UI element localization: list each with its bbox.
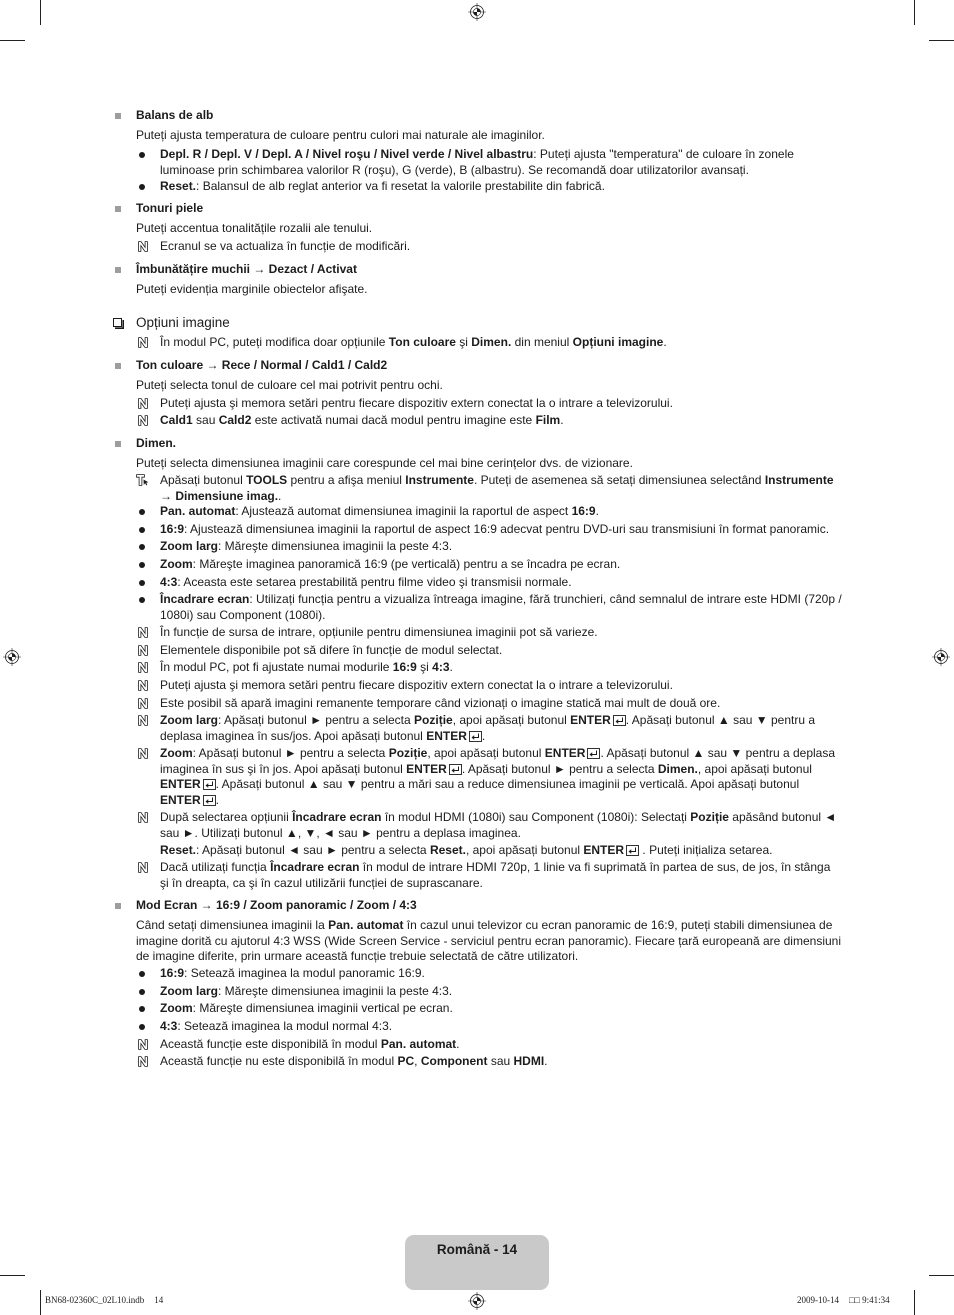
screen-mode-note — [160, 1054, 842, 1070]
bold-text-run: Zoom larg — [160, 984, 219, 998]
item-text — [160, 522, 829, 536]
note-text — [160, 746, 835, 807]
text-run: Această funcție nu este disponibilă în modul — [160, 1054, 398, 1068]
text-run: : Apăsați butonul ► pentru a selecta — [192, 746, 389, 760]
skin-tone-description — [136, 221, 842, 237]
description-text — [136, 282, 367, 296]
text-run: : Măreşte dimensiunea imaginii la peste 4:3. — [218, 539, 453, 553]
text-run: , — [414, 1054, 421, 1068]
text-run: : Măreşte dimensiunea imaginii vertical pe ecran. — [192, 1001, 453, 1015]
picture-options-title — [136, 315, 842, 331]
text-run: . Apăsați butonul ▲ sau ▼ pentru a mări sau a reduce dimensiunea imaginii pe verticală. Apoi apăsați butonul — [215, 777, 800, 791]
bold-text-run: Balans de alb — [136, 108, 214, 122]
note-icon — [138, 627, 148, 638]
heading-text — [136, 898, 417, 912]
bold-text-run: 4:3 — [160, 1019, 178, 1033]
picture-size-note — [160, 643, 842, 659]
heading-text — [136, 201, 203, 215]
bold-text-run: Reset. — [429, 843, 466, 857]
text-run: : Balansul de alb reglat anterior va fi resetat la valorile prestabilite din fabrică. — [196, 179, 605, 193]
skin-tone-note — [160, 239, 842, 255]
text-run: Puteți evidenția marginile obiectelor afişate. — [136, 282, 368, 296]
bold-text-run: Cald1 — [160, 413, 193, 427]
picture-size-item — [160, 522, 842, 538]
text-run: , apoi apăsați butonul — [427, 746, 545, 760]
bold-text-run: Dimen. — [471, 335, 512, 349]
text-run: . — [481, 728, 486, 743]
bold-text-run: Îmbunătățire muchii → Dezact / Activat — [136, 262, 357, 276]
note-icon — [138, 337, 148, 348]
bold-text-run: Pan. automat — [160, 504, 236, 518]
bold-text-run: ENTER — [160, 777, 201, 791]
note-text — [160, 1054, 548, 1068]
picture-size-item — [160, 592, 842, 623]
text-run: Puteți ajusta şi memora setări pentru fiecare dispozitiv extern conectat la o intrare a televizorului. — [160, 678, 673, 692]
text-run: Puteți selecta dimensiunea imaginii care corespunde cel mai bine cerințelor dvs. de vizionare. — [136, 456, 633, 470]
picture-size-description — [136, 456, 842, 472]
text-run: : Setează imaginea la modul panoramic 16:9. — [184, 966, 425, 980]
round-bullet-icon — [139, 527, 145, 533]
bold-text-run: Poziție — [388, 746, 428, 760]
bold-text-run: Cald2 — [218, 413, 252, 427]
text-run: . Puteți inițializa setarea. — [639, 843, 773, 857]
crop-mark — [0, 40, 25, 41]
description-text — [136, 221, 372, 235]
item-text — [160, 1019, 392, 1033]
white-balance-item-reset — [160, 179, 842, 195]
text-run: În modul PC, puteți modifica doar opțiunile — [160, 335, 389, 349]
print-time: 9:41:34 — [862, 1295, 890, 1305]
note-text — [160, 696, 720, 710]
text-run: , apoi apăsați butonul — [465, 843, 584, 857]
print-date: 2009-10-14 — [797, 1295, 839, 1305]
square-bullet-icon — [115, 113, 121, 119]
round-bullet-icon — [139, 544, 145, 550]
print-footer-timestamp — [797, 1295, 890, 1306]
picture-size-note — [160, 678, 842, 694]
bold-text-run: Dimen. — [136, 436, 177, 450]
heading-text — [136, 262, 357, 276]
picture-size-tools-tip — [160, 473, 842, 504]
bold-text-run: Zoom — [160, 1001, 193, 1015]
bold-text-run: 16:9 — [392, 660, 417, 674]
item-text — [160, 179, 605, 193]
item-text — [160, 539, 452, 553]
screen-mode-note — [160, 1037, 842, 1053]
text-run: din meniul — [511, 335, 573, 349]
color-tone-note — [160, 396, 842, 412]
text-run: Puteți accentua tonalitățile rozalii ale tenului. — [136, 221, 373, 235]
section-title-text: Opțiuni imagine — [136, 315, 230, 330]
enter-icon — [613, 715, 626, 726]
note-text — [160, 625, 598, 639]
square-bullet-icon — [115, 903, 121, 909]
bold-text-run: 16:9 — [160, 966, 185, 980]
tools-icon — [136, 474, 149, 486]
item-text — [160, 984, 452, 998]
registration-mark-icon — [468, 1292, 486, 1310]
picture-size-note — [160, 625, 842, 641]
note-icon — [138, 645, 148, 656]
text-run: : Utilizați funcția pentru a vizualiza întreaga imagine, fără trunchieri, când semnalul de intrare este HDMI (720p / 1080i) sau Component (1080i). — [160, 592, 842, 622]
crop-mark — [929, 1275, 954, 1276]
enter-icon — [449, 764, 462, 775]
picture-size-item — [160, 539, 842, 555]
text-run: . — [595, 504, 599, 518]
text-run: : Măreşte dimensiunea imaginii la peste 4:3. — [218, 984, 453, 998]
bold-text-run: ENTER — [544, 746, 586, 760]
text-run: După selectarea opțiunii — [160, 810, 293, 824]
bold-text-run: Zoom — [160, 746, 193, 760]
color-tone-note — [160, 413, 842, 429]
print-footer-file — [45, 1295, 163, 1306]
round-bullet-icon — [139, 580, 145, 586]
heading-text — [136, 108, 213, 122]
enter-icon — [469, 731, 482, 742]
bold-text-run: Tonuri piele — [136, 201, 204, 215]
item-text — [160, 504, 599, 518]
text-run: este activată numai dacă modul pentru imagine este — [251, 413, 536, 427]
text-run: În funcție de sursa de intrare, opțiunile pentru dimensiunea imaginii pot să varieze. — [160, 625, 598, 639]
note-icon — [138, 1056, 148, 1067]
page-number-tab — [405, 1235, 549, 1290]
text-run: : Puteți ajusta "temperatura" de culoare în zonele luminoase prin schimbarea valorilor R (roşu), G (verde), B (albastru). Se recomandă doar utilizatorilor avansați. — [160, 147, 794, 177]
text-run: : Setează imaginea la modul normal 4:3. — [177, 1019, 393, 1033]
round-bullet-icon — [139, 971, 145, 977]
crop-mark — [914, 0, 915, 25]
item-text — [160, 575, 572, 589]
text-run: apăsând butonul ◄ sau ►. Utilizați butonul ▲, ▼, ◄ sau ► pentru a deplasa imaginea. — [160, 810, 837, 840]
registration-mark-icon — [468, 3, 486, 21]
square-bullet-icon — [115, 267, 121, 273]
text-run: pentru a afişa meniul — [287, 473, 406, 487]
note-text — [160, 843, 772, 857]
text-run: în modul de intrare HDMI 720p, 1 linie va fi suprimată în partea de sus, de jos, în stânga şi în dreapta, ca şi în cazul utilizării funcției de suprascanare. — [160, 860, 831, 890]
round-bullet-icon — [139, 989, 145, 995]
text-run: Ecranul se va actualiza în funcție de modificări. — [160, 239, 411, 253]
text-run: . — [544, 1054, 548, 1068]
crop-mark — [929, 40, 954, 41]
bold-text-run: Încadrare ecran — [270, 860, 360, 874]
bold-text-run: PC — [397, 1054, 415, 1068]
note-text — [160, 1037, 460, 1051]
text-run: Este posibil să apară imagini remanente temporare când vizionați o imagine statică mai mult de două ore. — [160, 696, 721, 710]
note-text — [160, 713, 815, 743]
note-icon — [138, 662, 148, 673]
bold-text-run: Film — [535, 413, 561, 427]
picture-size-heading — [136, 436, 842, 452]
bold-text-run: HDMI — [513, 1054, 545, 1068]
picture-size-item — [160, 575, 842, 591]
bold-text-run: Poziție — [690, 810, 729, 824]
note-icon — [138, 748, 148, 759]
bold-text-run: Mod Ecran → 16:9 / Zoom panoramic / Zoom / 4:3 — [136, 898, 417, 912]
heading-text — [136, 436, 176, 450]
heading-text — [136, 358, 387, 372]
note-text — [160, 660, 453, 674]
item-text — [160, 1001, 453, 1015]
picture-options-note — [160, 335, 842, 351]
description-text — [136, 456, 633, 470]
registration-mark-icon — [3, 648, 21, 666]
text-run: sau — [487, 1054, 514, 1068]
crop-mark — [40, 1290, 41, 1315]
item-text — [160, 557, 620, 571]
text-run: : Măreşte imaginea panoramică 16:9 (pe verticală) pentru a se încadra pe ecran. — [192, 557, 621, 571]
note-text — [160, 396, 673, 410]
bold-text-run: Ton culoare → Rece / Normal / Cald1 / Cald2 — [136, 358, 388, 372]
text-run: : Apăsați butonul ◄ sau ► pentru a selecta — [196, 843, 430, 857]
file-page: 14 — [154, 1295, 164, 1305]
bold-text-run: 4:3 — [160, 575, 178, 589]
text-run: Dacă utilizați funcția — [160, 860, 271, 874]
note-text — [160, 643, 502, 657]
note-text — [160, 860, 830, 890]
page-label: Română - 14 — [436, 1242, 518, 1257]
enter-icon — [203, 795, 216, 806]
text-run: . Apăsați butonul ► pentru a selecta — [461, 761, 658, 776]
text-run: În modul PC, pot fi ajustate numai modurile — [160, 660, 393, 674]
note-text — [160, 335, 667, 349]
crop-mark — [40, 0, 41, 25]
text-run: Puteți ajusta temperatura de culoare pentru culori mai naturale ale imaginilor. — [136, 128, 545, 142]
bold-text-run: ENTER — [160, 792, 201, 807]
picture-size-note — [160, 696, 842, 712]
text-run: Elementele disponibile pot să difere în funcție de modul selectat. — [160, 643, 503, 657]
description-text — [136, 378, 443, 392]
picture-size-item — [160, 504, 842, 520]
file-name: BN68-02360C_02L10.indb — [45, 1295, 145, 1305]
white-balance-item-rgb — [160, 147, 842, 178]
item-text — [160, 592, 842, 622]
round-bullet-icon — [139, 184, 145, 190]
bold-text-run: Poziție — [414, 713, 453, 727]
bold-text-run: Pan. automat — [328, 918, 404, 932]
screen-mode-item — [160, 1019, 842, 1035]
text-run: . — [278, 488, 282, 503]
text-run: . — [215, 792, 220, 807]
round-bullet-icon — [139, 152, 145, 158]
round-bullet-icon — [139, 1024, 145, 1030]
picture-size-fit-reset — [160, 843, 842, 859]
text-run: sau — [192, 413, 219, 427]
note-icon — [138, 680, 148, 691]
text-run: . — [560, 413, 564, 427]
enter-icon — [626, 845, 639, 856]
round-bullet-icon — [139, 509, 145, 515]
text-run: . — [663, 335, 667, 349]
edge-enhancement-description — [136, 282, 842, 298]
note-icon — [138, 812, 148, 823]
note-icon — [138, 398, 148, 409]
note-text — [160, 413, 564, 427]
picture-size-note — [160, 660, 842, 676]
bold-text-run: Ton culoare — [388, 335, 456, 349]
bold-text-run: 16:9 — [160, 522, 185, 536]
text-run: : Ajustează dimensiunea imaginii la raportul de aspect 16:9 adecvat pentru DVD-uri sau transmisiuni în format panoramic. — [184, 522, 830, 536]
registration-mark-icon — [932, 648, 950, 666]
bold-text-run: Opțiuni imagine — [572, 335, 664, 349]
text-run: Când setați dimensiunea imaginii la — [136, 918, 329, 932]
crop-mark — [914, 1290, 915, 1315]
bold-text-run: ENTER — [406, 761, 447, 776]
screen-mode-heading — [136, 898, 842, 914]
note-icon — [138, 1039, 148, 1050]
text-run: . Apăsați butonul ▲ sau ▼ pentru a deplasa imaginea în sus şi în jos. Apoi apăsați butonul — [160, 746, 836, 776]
enter-icon — [587, 748, 600, 759]
note-text — [160, 678, 673, 692]
square-bullet-icon — [115, 206, 121, 212]
note-icon — [138, 241, 148, 252]
text-run: şi — [416, 660, 433, 674]
section-checkbox-icon — [113, 318, 124, 329]
bold-text-run: Zoom larg — [160, 713, 219, 727]
bold-text-run: Încadrare ecran — [160, 592, 250, 606]
round-bullet-icon — [139, 597, 145, 603]
text-run: Această funcție este disponibilă în modul — [160, 1037, 381, 1051]
bold-text-run: Zoom — [160, 557, 193, 571]
note-icon — [138, 715, 148, 726]
text-run: în cazul unui televizor cu ecran panoramic de 16:9, puteți stabili dimensiunea de imagine dorită cu ajutorul 4:3 WSS (Wide Screen Service - serviciul pentru ecran panoramic). Fiecare țară europeană are dimensiuni de imagine diferite, prin urmare această funcție trebuie selectată de către utilizatori. — [136, 918, 841, 963]
bold-text-run: Instrumente → Dimensiune imag. — [160, 473, 834, 503]
screen-mode-item — [160, 1001, 842, 1017]
text-run: : Aceasta este setarea prestabilită pentru filme video şi transmisii normale. — [177, 575, 572, 589]
round-bullet-icon — [139, 562, 145, 568]
bold-text-run: ENTER — [583, 843, 625, 857]
white-balance-description — [136, 128, 842, 144]
bold-text-run: Dimen. — [657, 761, 698, 776]
text-run: . Puteți de asemenea să setați dimensiunea selectând — [473, 473, 765, 487]
text-run: . — [449, 660, 453, 674]
text-run: Puteți ajusta şi memora setări pentru fiecare dispozitiv extern conectat la o intrare a televizorului. — [160, 396, 673, 410]
bold-text-run: Component — [420, 1054, 488, 1068]
text-run: şi — [455, 335, 472, 349]
bold-text-run: Pan. automat — [380, 1037, 457, 1051]
white-balance-heading — [136, 108, 842, 124]
bold-text-run: Zoom larg — [160, 539, 219, 553]
note-icon — [138, 698, 148, 709]
item-text — [160, 966, 425, 980]
item-text — [160, 147, 794, 177]
text-run: : Apăsați butonul ► pentru a selecta — [218, 713, 415, 727]
text-run: Puteți selecta tonul de culoare cel mai potrivit pentru ochi. — [136, 378, 443, 392]
bold-text-run: TOOLS — [246, 473, 288, 487]
bold-text-run: 4:3 — [432, 660, 450, 674]
note-text — [160, 810, 836, 840]
picture-size-note — [160, 860, 842, 891]
screen-mode-description — [136, 918, 842, 965]
edge-enhancement-heading — [136, 262, 842, 278]
picture-size-item — [160, 557, 842, 573]
picture-size-note — [160, 810, 842, 841]
picture-size-note — [160, 746, 842, 808]
bold-text-run: Depl. R / Depl. V / Depl. A / Nivel roşu / Nivel verde / Nivel albastru — [160, 147, 534, 161]
note-icon — [138, 415, 148, 426]
tools-text — [160, 473, 834, 503]
text-run: : Ajustează automat dimensiunea imaginii la raportul de aspect — [235, 504, 572, 518]
text-run: , apoi apăsați butonul — [452, 713, 571, 727]
text-run: , apoi apăsați butonul — [697, 761, 812, 776]
description-text — [136, 918, 841, 963]
color-tone-description — [136, 378, 842, 394]
text-run: . Apăsați butonul ▲ sau ▼ pentru a deplasa imaginea în sus/jos. Apoi apăsați butonul — [160, 713, 816, 743]
screen-mode-item — [160, 984, 842, 1000]
picture-size-note — [160, 713, 842, 744]
round-bullet-icon — [139, 1006, 145, 1012]
note-text — [160, 239, 410, 253]
square-bullet-icon — [115, 441, 121, 447]
bold-text-run: Reset. — [160, 179, 197, 193]
bold-text-run: Reset. — [160, 843, 197, 857]
text-run: Apăsați butonul — [160, 473, 247, 487]
color-tone-heading — [136, 358, 842, 374]
enter-icon — [203, 779, 216, 790]
bold-text-run: Încadrare ecran — [292, 810, 382, 824]
bold-text-run: ENTER — [426, 728, 467, 743]
note-icon — [138, 862, 148, 873]
square-bullet-icon — [115, 363, 121, 369]
bold-text-run: Instrumente — [405, 473, 474, 487]
crop-mark — [0, 1275, 25, 1276]
bold-text-run: ENTER — [570, 713, 611, 727]
text-run: . — [456, 1037, 460, 1051]
text-run: în modul HDMI (1080i) sau Component (1080i): Selectați — [381, 810, 691, 824]
description-text — [136, 128, 545, 142]
bold-text-run: 16:9 — [571, 504, 596, 518]
screen-mode-item — [160, 966, 842, 982]
time-marker: □□ — [849, 1295, 860, 1305]
skin-tone-heading — [136, 201, 842, 217]
